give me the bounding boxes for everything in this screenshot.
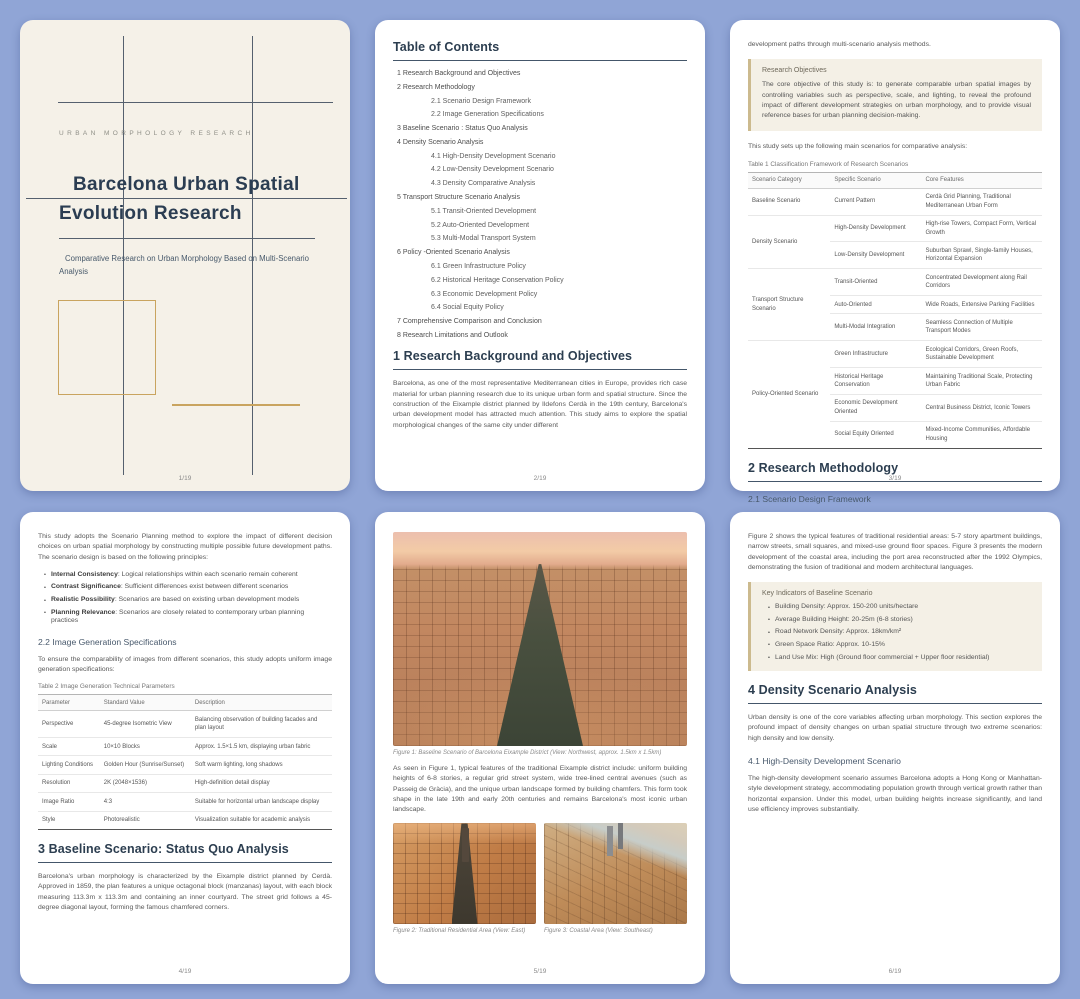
page-1-cover (20, 20, 350, 491)
column-header: Description (191, 695, 332, 711)
figure-1-aerial-photo (393, 532, 687, 746)
principle-item (44, 571, 332, 579)
page-4-methodology (20, 512, 350, 984)
page-2-toc (375, 20, 705, 491)
principle-text: : Logical relationships within each scenario remain coherent (117, 570, 298, 578)
toc-item-label: 8 Research Limitations and Outlook (397, 331, 508, 339)
toc-item-label: 7 Comprehensive Comparison and Conclusion (397, 318, 542, 326)
page-5-figures (375, 512, 705, 984)
toc-item (431, 304, 687, 312)
toc-item (431, 222, 687, 230)
page-number: 4/19 (178, 968, 192, 975)
cover-subtitle: Comparative Research on Urban Morphology Based on Multi-Scenario Analysis (59, 254, 309, 276)
table-cell: Current Pattern (834, 198, 876, 205)
table-cell: High-rise Towers, Compact Form, Vertical Growth (921, 215, 1042, 242)
indicator-item: • Average Building Height: 20-25m (6-8 stories) (768, 616, 1031, 624)
table-cell: Transit-Oriented (830, 269, 921, 296)
table-cell: Mixed-Income Communities, Affordable Housing (921, 421, 1042, 448)
table-cell: Soft warm lighting, long shadows (191, 756, 332, 774)
subsection-high-density-scenario: 4.1 High-Density Development Scenario (748, 756, 901, 767)
figure-3-caption: Figure 3: Coastal Area (View: Southeast) (544, 928, 653, 935)
cover-gold-rectangle (58, 300, 156, 395)
table-row (38, 738, 332, 756)
table-header-row (38, 695, 332, 711)
toc-item-label: 4 Density Scenario Analysis (397, 138, 484, 146)
callout-text: The core objective of this study is: to generate comparable urban spatial images by controlling variables such as perspective, scale, and lighting, to reveal the profound impact of different development strategies on urban morphology, and to provide visual reference bases for urban planning decision-making. (762, 81, 1031, 120)
toc-item-label: 6.4 Social Equity Policy (431, 304, 504, 312)
toc-item-label: 6.1 Green Infrastructure Policy (431, 262, 526, 270)
baseline-scenario-paragraph: Barcelona's urban morphology is characterized by the Eixample district planned by Cerdà. Approved in 1859, the plan features a unique octagonal block (manzanas) layout, with each block measuring 113.3m x 113.3m and containing an inner courtyard. The street grid follows a 45-degree diagonal layout, forming the famous chamfered corners. (38, 873, 332, 911)
table-row (748, 188, 1042, 215)
toc-item (397, 84, 687, 92)
table-cell: High-Density Development (830, 215, 921, 242)
parameters-table (38, 694, 332, 830)
principle-term: Planning Relevance (51, 608, 116, 616)
table-cell: 10×10 Blocks (100, 738, 191, 756)
specs-lead-paragraph: To ensure the comparability of images from different scenarios, this study adopts uniform image generation specifications: (38, 655, 332, 673)
table-cell: 2K (2048×1536) (100, 774, 191, 792)
toc-item-label: 5 Transport Structure Scenario Analysis (397, 194, 520, 202)
tower-silhouette (607, 826, 613, 856)
section-heading-research-methodology: 2 Research Methodology (748, 461, 1042, 482)
table-cell: Economic Development Oriented (830, 394, 921, 421)
key-indicators-callout (748, 582, 1042, 671)
table-cell: Historical Heritage Conservation (830, 368, 921, 395)
principle-term: Realistic Possibility (51, 596, 115, 604)
table-row (38, 793, 332, 811)
tower-silhouette (462, 828, 469, 862)
table-2-caption: Table 2 Image Generation Technical Parameters (38, 683, 175, 691)
table-cell: 4:3 (100, 793, 191, 811)
column-header: Parameter (38, 695, 100, 711)
toc-item (431, 263, 687, 271)
table-row (748, 269, 1042, 296)
figure-2-caption: Figure 2: Traditional Residential Area (View: East) (393, 928, 526, 935)
toc-item-label: 1 Research Background and Objectives (397, 70, 521, 77)
toc-item (431, 291, 687, 299)
table-header-row (748, 172, 1042, 188)
column-header: Standard Value (100, 695, 191, 711)
toc-item (431, 277, 687, 285)
toc-item-label: 2 Research Methodology (397, 83, 475, 91)
toc-item (397, 318, 687, 326)
design-principles-list (44, 571, 332, 625)
high-density-paragraph: The high-density development scenario assumes Barcelona adopts a Hong Kong or Manhattan-style development strategy, accommodating population growth through vertical growth rather than horizontal expansion. Under this model, urban building heights increase significantly, and land use efficiency improves substantially. (748, 775, 1042, 813)
intro-continuation-text: development paths through multi-scenario analysis methods. (748, 41, 931, 48)
table-cell: Image Ratio (38, 793, 100, 811)
table-cell: Central Business District, Iconic Towers (921, 394, 1042, 421)
table-cell: Seamless Connection of Multiple Transport Modes (921, 314, 1042, 341)
cover-kicker: URBAN MORPHOLOGY RESEARCH (59, 130, 254, 137)
principle-item (44, 583, 332, 591)
figure-3-photo (544, 823, 687, 924)
toc-item (431, 235, 687, 243)
toc-item-label: 6.3 Economic Development Policy (431, 290, 538, 298)
indicator-item: • Green Space Ratio: Approx. 10-15% (768, 641, 1031, 649)
toc-item (431, 153, 687, 161)
callout-title: Research Objectives (762, 67, 827, 75)
avenue-shape (497, 564, 583, 746)
principle-item (44, 609, 332, 625)
principle-text: : Scenarios are based on existing urban development models (114, 596, 300, 604)
indicator-item: • Road Network Density: Approx. 18km/km² (768, 628, 1031, 636)
research-background-paragraph: Barcelona, as one of the most representative Mediterranean cities in Europe, provides rich case material for urban planning research due to its unique urban form and spatial structure. Since the construction of the Eixample district planned by Ildefons Cerdà in the 19th century, Barcelona's urban development model has attracted much attention. This study aims to explore the spatial morphological changes of the same city under different (393, 380, 687, 429)
table-cell: Social Equity Oriented (830, 421, 921, 448)
toc-item-label: 4.1 High-Density Development Scenario (431, 152, 556, 160)
column-header: Scenario Category (748, 172, 830, 188)
cover-title-line1: Barcelona Urban Spatial (73, 174, 300, 195)
cover-title-underline (59, 238, 315, 239)
table-row (748, 215, 1042, 242)
page-3-scenarios (730, 20, 1060, 504)
density-intro-paragraph: Urban density is one of the core variables affecting urban morphology. This section explores the profound impact of density changes on urban spatial structure through two extreme scenarios: high density and low density. (748, 714, 1042, 742)
toc-list (393, 70, 687, 339)
table-row (38, 774, 332, 792)
table-row (38, 711, 332, 738)
scenario-table (748, 172, 1042, 449)
table-cell: High-definition detail display (191, 774, 332, 792)
toc-item (431, 111, 687, 119)
table-cell: Suburban Sprawl, Single-family Houses, Horizontal Expansion (921, 242, 1042, 269)
table-1-caption: Table 1 Classification Framework of Research Scenarios (748, 160, 909, 168)
table-cell: Ecological Corridors, Green Roofs, Sustainable Development (921, 341, 1042, 368)
subsection-image-generation-specs: 2.2 Image Generation Specifications (38, 636, 177, 647)
toc-item (431, 180, 687, 188)
toc-item-label: 5.2 Auto-Oriented Development (431, 221, 530, 229)
toc-title: Table of Contents (393, 40, 687, 61)
section-heading-baseline-scenario: 3 Baseline Scenario: Status Quo Analysis (38, 842, 332, 863)
toc-item (431, 98, 687, 106)
table-cell: Multi-Modal Integration (830, 314, 921, 341)
table-cell: Visualization suitable for academic analysis (191, 811, 332, 829)
table-cell: Balancing observation of building facades and plan layout (191, 711, 332, 738)
tower-silhouette (618, 823, 623, 849)
table-cell: Golden Hour (Sunrise/Sunset) (100, 756, 191, 774)
table-cell: Concentrated Development along Rail Corridors (921, 269, 1042, 296)
table-cell: Resolution (38, 774, 100, 792)
principle-term: Contrast Significance (51, 583, 121, 591)
key-indicators-list (768, 603, 1031, 661)
indicator-item: • Building Density: Approx. 150-200 units/hectare (768, 603, 1031, 611)
toc-item (397, 139, 687, 147)
scenario-planning-paragraph: This study adopts the Scenario Planning method to explore the impact of different decision choices on urban spatial morphology by constructing multiple possible future development paths. The scenario design is based on the following principles: (38, 533, 332, 561)
toc-item (397, 125, 687, 133)
toc-item (397, 249, 687, 257)
cover-title-line2: Evolution Research (59, 203, 242, 224)
column-header: Core Features (921, 172, 1042, 188)
table-cell: Approx. 1.5×1.5 km, displaying urban fabric (191, 738, 332, 756)
table-row (38, 811, 332, 829)
table-cell: Transport Structure Scenario (748, 269, 830, 341)
table-row (748, 341, 1042, 368)
indicator-item: • Land Use Mix: High (Ground floor commercial + Upper floor residential) (768, 654, 1031, 662)
table-cell: Maintaining Traditional Scale, Protecting Urban Fabric (921, 368, 1042, 395)
page-number: 6/19 (888, 968, 902, 975)
table-cell: Lighting Conditions (38, 756, 100, 774)
section-heading-research-background: 1 Research Background and Objectives (393, 349, 687, 370)
callout-title: Key Indicators of Baseline Scenario (762, 590, 873, 598)
table-cell: Auto-Oriented (830, 296, 921, 314)
toc-item (397, 70, 687, 78)
table-cell: Style (38, 811, 100, 829)
table-cell: Policy-Oriented Scenario (748, 341, 830, 448)
research-objectives-callout (748, 59, 1042, 131)
principle-text: : Sufficient differences exist between different scenarios (120, 583, 289, 591)
toc-item-label: 6.2 Historical Heritage Conservation Policy (431, 276, 564, 284)
principle-term: Internal Consistency (51, 570, 118, 578)
eixample-features-paragraph: As seen in Figure 1, typical features of the traditional Eixample district include: uniform building heights of 6-8 stories, a regular grid street system, wide tree-lined central avenues (such as Passeig de Gràcia), and the unique urban landscape formed by building chamfers. This form took shape in the late 19th and early 20th centuries and remains Barcelona's most iconic urban landscape. (393, 765, 687, 814)
toc-item-label: 2.1 Scenario Design Framework (431, 97, 531, 105)
toc-item-label: 6 Policy -Oriented Scenario Analysis (397, 249, 510, 257)
page-number: 2/19 (533, 475, 547, 482)
toc-item-label: 5.3 Multi-Modal Transport System (431, 235, 536, 243)
toc-item (397, 194, 687, 202)
cover-gold-line (172, 404, 300, 406)
table-cell: 45-degree Isometric View (100, 711, 191, 738)
page-number: 3/19 (888, 475, 902, 482)
toc-item (431, 166, 687, 174)
scenario-lead-text: This study sets up the following main scenarios for comparative analysis: (748, 143, 968, 151)
figure-2-photo (393, 823, 536, 924)
table-cell: Suitable for horizontal urban landscape display (191, 793, 332, 811)
toc-item (431, 208, 687, 216)
subsection-scenario-design-framework: 2.1 Scenario Design Framework (748, 493, 871, 504)
toc-item-label: 2.2 Image Generation Specifications (431, 111, 544, 119)
toc-item-label: 4.2 Low-Density Development Scenario (431, 166, 554, 174)
cover-grid-hline-top (58, 102, 333, 103)
page-number: 5/19 (533, 968, 547, 975)
principle-text: : Scenarios are closely related to contemporary urban planning practices (51, 608, 305, 624)
table-cell: Photorealistic (100, 811, 191, 829)
table-cell: Wide Roads, Extensive Parking Facilities (921, 296, 1042, 314)
table-cell: Baseline Scenario (752, 198, 801, 205)
column-header: Specific Scenario (830, 172, 921, 188)
figure-pair (393, 823, 687, 942)
table-cell: Perspective (38, 711, 100, 738)
parameters-table-body (38, 711, 332, 830)
table-cell: Low-Density Development (830, 242, 921, 269)
table-row (38, 756, 332, 774)
toc-item-label: 5.1 Transit-Oriented Development (431, 207, 537, 215)
table-cell: Scale (38, 738, 100, 756)
toc-item (397, 332, 687, 340)
principle-item (44, 596, 332, 604)
page-6-density (730, 512, 1060, 984)
toc-item-label: 4.3 Density Comparative Analysis (431, 180, 536, 188)
page-number: 1/19 (178, 475, 192, 482)
figures-discussion-paragraph: Figure 2 shows the typical features of traditional residential areas: 5-7 story apartment buildings, narrow streets, small squares, and mixed-use ground floor spaces. Figure 3 presents the modern development of the coastal area, including the port area reconstructed after the 1992 Olympics, demonstrating the fusion of traditional and modern architectural languages. (748, 533, 1042, 571)
figure-1-caption: Figure 1: Baseline Scenario of Barcelona Eixample District (View: Northwest, approx. 1.5km x 1.5km) (393, 750, 662, 756)
toc-item-label: 3 Baseline Scenario : Status Quo Analysis (397, 125, 528, 133)
section-heading-density-analysis: 4 Density Scenario Analysis (748, 683, 1042, 704)
table-cell: Green Infrastructure (830, 341, 921, 368)
table-cell: Density Scenario (748, 215, 830, 269)
table-cell: Cerdà Grid Planning, Traditional Mediterranean Urban Form (925, 194, 1011, 209)
cover-title (59, 170, 321, 228)
